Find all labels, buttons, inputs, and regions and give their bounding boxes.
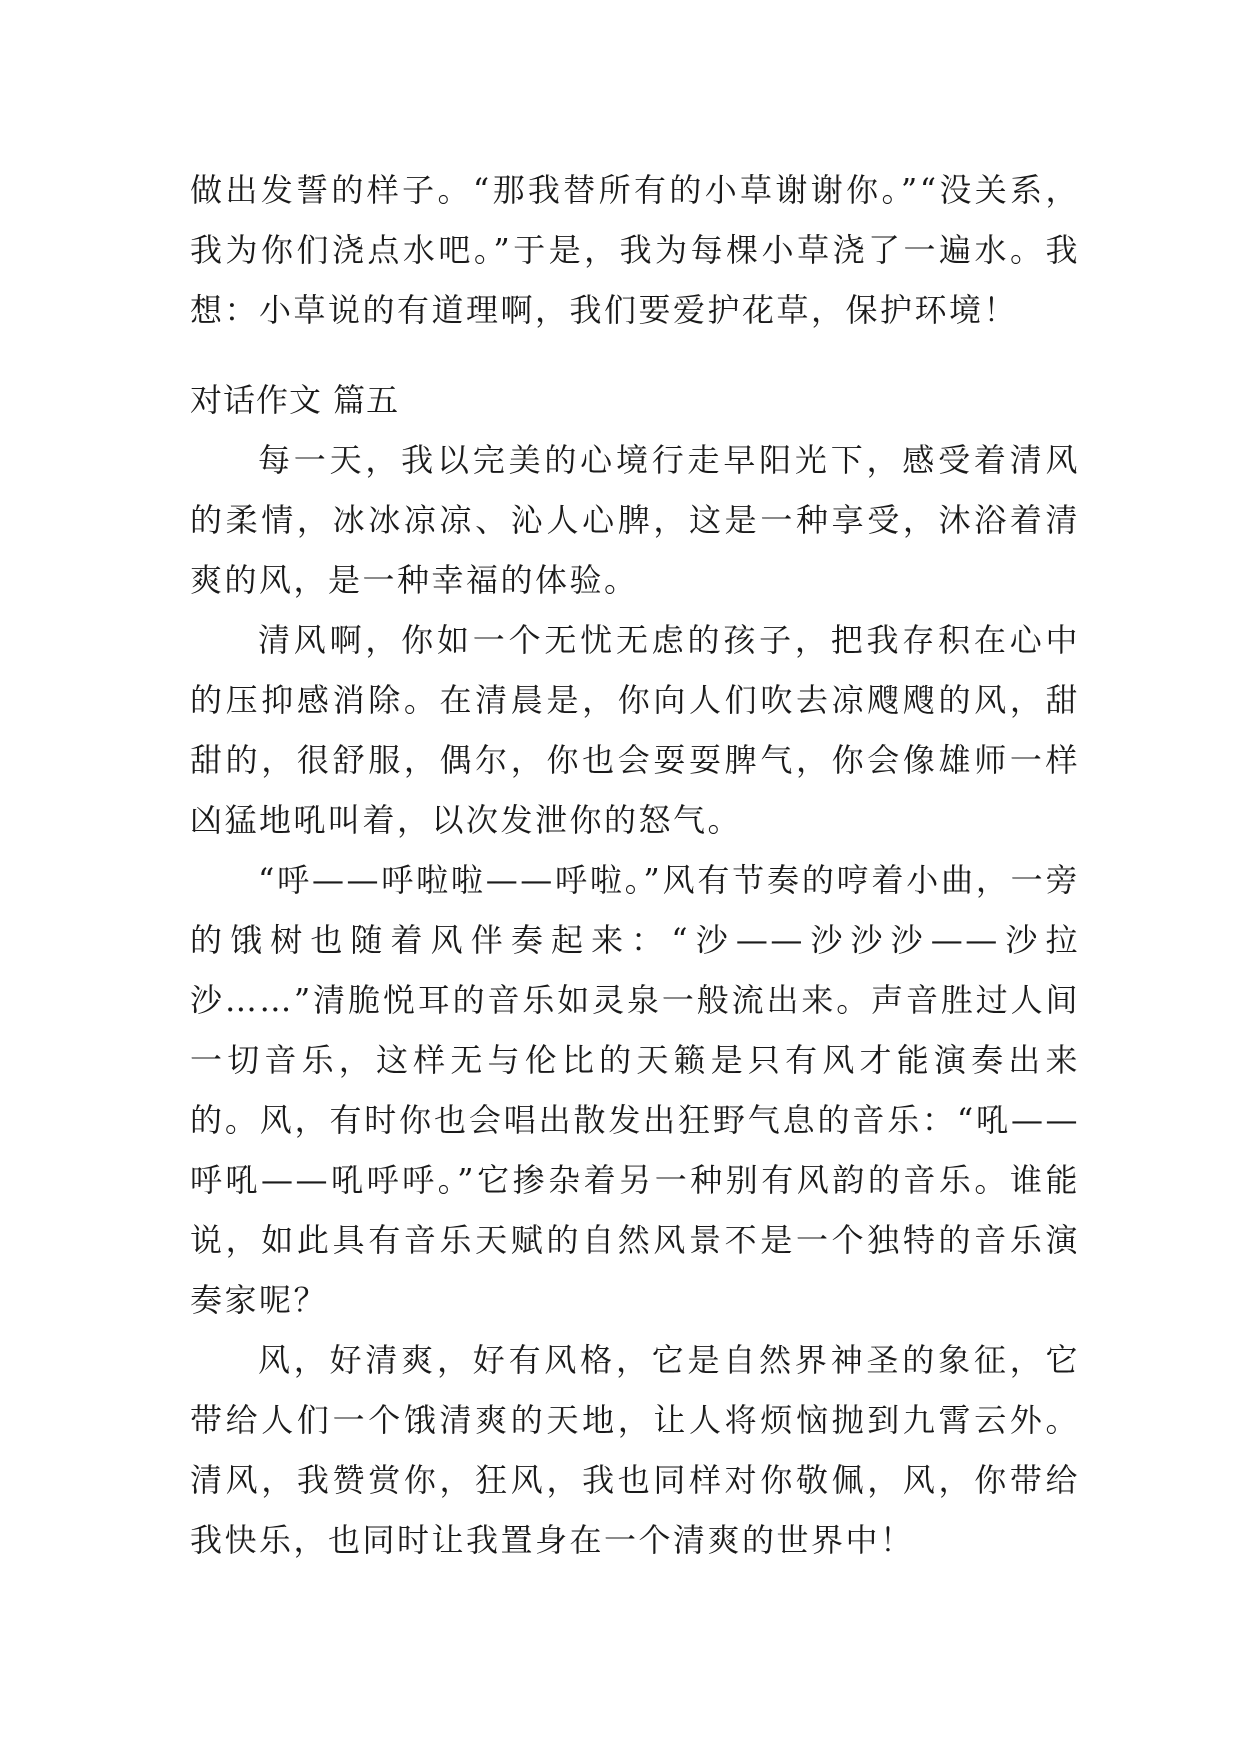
document-page xyxy=(190,160,1080,1570)
paragraph-1: 每一天，我以完美的心境行走早阳光下，感受着清风的柔情，冰冰凉凉、沁人心脾，这是一种享受，沐浴着清爽的风，是一种幸福的体验。 xyxy=(190,441,1080,599)
section-gap xyxy=(190,340,1080,370)
paragraph-4: 风，好清爽，好有风格，它是自然界神圣的象征，它带给人们一个饿清爽的天地，让人将烦恼抛到九霄云外。清风，我赞赏你，狂风，我也同样对你敬佩，风，你带给我快乐，也同时让我置身在一个清爽的世界中！ xyxy=(190,1341,1080,1559)
section-title: 对话作文 篇五 xyxy=(190,381,400,419)
continuation-paragraph: 做出发誓的样子。“那我替所有的小草谢谢你。”“没关系，我为你们浇点水吧。”于是，我为每棵小草浇了一遍水。我想：小草说的有道理啊，我们要爱护花草，保护环境！ xyxy=(190,171,1080,329)
paragraph-3: “呼——呼啦啦——呼啦。”风有节奏的哼着小曲，一旁的饿树也随着风伴奏起来：“沙——沙沙沙——沙拉沙……”清脆悦耳的音乐如灵泉一般流出来。声音胜过人间一切音乐，这样无与伦比的天籁是只有风才能演奏出来的。风，有时你也会唱出散发出狂野气息的音乐：“吼——呼吼——吼呼呼。”它掺杂着另一种别有风韵的音乐。谁能说，如此具有音乐天赋的自然风景不是一个独特的音乐演奏家呢？ xyxy=(190,861,1080,1319)
paragraph-2: 清风啊，你如一个无忧无虑的孩子，把我存积在心中的压抑感消除。在清晨是，你向人们吹去凉飕飕的风，甜甜的，很舒服，偶尔，你也会耍耍脾气，你会像雄师一样凶猛地吼叫着，以次发泄你的怒气。 xyxy=(190,621,1080,839)
